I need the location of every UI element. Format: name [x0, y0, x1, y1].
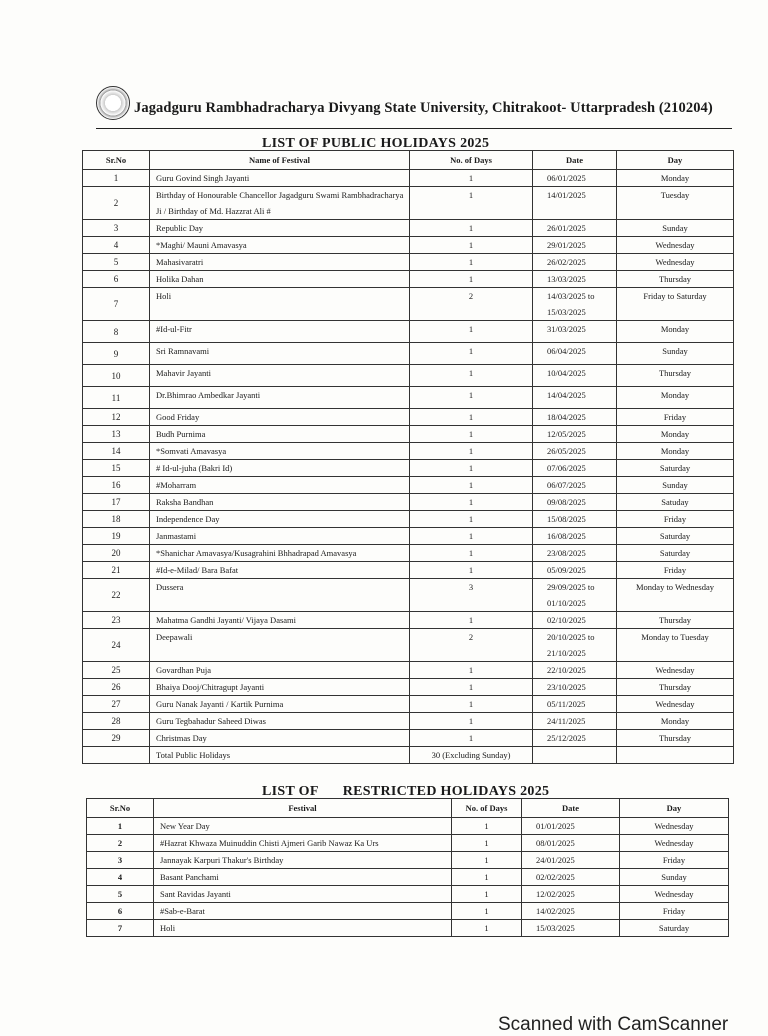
- date-cell: 24/11/2025: [533, 713, 617, 730]
- days-cell: 1: [410, 713, 533, 730]
- date-cell: 23/08/2025: [533, 545, 617, 562]
- sr-cell: 4: [87, 869, 154, 886]
- table-row: [83, 696, 734, 713]
- day-cell: Saturday: [617, 545, 734, 562]
- day-cell: Saturday: [620, 920, 729, 937]
- days-cell: 1: [410, 187, 533, 220]
- day-cell: Friday: [617, 511, 734, 528]
- date-cell: 12/05/2025: [533, 426, 617, 443]
- date-cell: 10/04/2025: [533, 365, 617, 387]
- festival-name-cell: Mahatma Gandhi Jayanti/ Vijaya Dasami: [150, 612, 410, 629]
- date-cell: 08/01/2025: [522, 835, 620, 852]
- col-header-days: No. of Days: [410, 151, 533, 170]
- festival-name-cell: Dr.Bhimrao Ambedkar Jayanti: [150, 387, 410, 409]
- date-cell: 24/01/2025: [522, 852, 620, 869]
- sr-cell: 20: [83, 545, 150, 562]
- sr-cell: 5: [83, 254, 150, 271]
- days-cell: 1: [410, 545, 533, 562]
- table-row: [83, 220, 734, 237]
- table-row: [83, 662, 734, 679]
- festival-name-cell: *Somvati Amavasya: [150, 443, 410, 460]
- col-header-name: Name of Festival: [150, 151, 410, 170]
- date-cell: 12/02/2025: [522, 886, 620, 903]
- sr-cell: 24: [83, 629, 150, 662]
- table-row: [83, 321, 734, 343]
- days-cell: 1: [410, 477, 533, 494]
- festival-name-cell: Govardhan Puja: [150, 662, 410, 679]
- col-header-days: No. of Days: [452, 799, 522, 818]
- table-row: [83, 426, 734, 443]
- sr-cell: 27: [83, 696, 150, 713]
- table-row: [87, 818, 729, 835]
- days-cell: 1: [452, 903, 522, 920]
- table-row: [83, 365, 734, 387]
- days-cell: 1: [410, 343, 533, 365]
- date-cell: 26/02/2025: [533, 254, 617, 271]
- date-cell: 09/08/2025: [533, 494, 617, 511]
- days-cell: 1: [452, 818, 522, 835]
- sr-cell: 19: [83, 528, 150, 545]
- header-rule: [96, 128, 732, 129]
- date-cell: 31/03/2025: [533, 321, 617, 343]
- day-cell: Saturday: [617, 460, 734, 477]
- sr-cell: 2: [83, 187, 150, 220]
- festival-name-cell: Guru Nanak Jayanti / Kartik Purnima: [150, 696, 410, 713]
- day-cell: Wednesday: [620, 886, 729, 903]
- days-cell: 1: [410, 220, 533, 237]
- days-cell: 3: [410, 579, 533, 612]
- date-cell: 15/03/2025: [522, 920, 620, 937]
- table-row: [83, 187, 734, 220]
- day-cell: Monday: [617, 713, 734, 730]
- sr-cell: 8: [83, 321, 150, 343]
- table-row: [83, 254, 734, 271]
- festival-name-cell: #Hazrat Khwaza Muinuddin Chisti Ajmeri Garib Nawaz Ka Urs: [154, 835, 452, 852]
- day-cell: Monday: [617, 443, 734, 460]
- days-cell: 2: [410, 629, 533, 662]
- sr-cell: 1: [87, 818, 154, 835]
- total-value: 30 (Excluding Sunday): [410, 747, 533, 764]
- table-row: [83, 477, 734, 494]
- day-cell: Friday: [617, 562, 734, 579]
- sr-cell: 22: [83, 579, 150, 612]
- sr-cell: 21: [83, 562, 150, 579]
- sr-cell: 5: [87, 886, 154, 903]
- days-cell: 1: [410, 271, 533, 288]
- day-cell: Thursday: [617, 612, 734, 629]
- day-cell: Sunday: [620, 869, 729, 886]
- day-cell: Monday: [617, 426, 734, 443]
- table-row: [83, 387, 734, 409]
- festival-name-cell: Independence Day: [150, 511, 410, 528]
- days-cell: 1: [410, 426, 533, 443]
- sr-cell: 6: [83, 271, 150, 288]
- sr-cell: 13: [83, 426, 150, 443]
- festival-name-cell: New Year Day: [154, 818, 452, 835]
- festival-name-cell: Guru Govind Singh Jayanti: [150, 170, 410, 187]
- date-cell: 18/04/2025: [533, 409, 617, 426]
- days-cell: 1: [410, 254, 533, 271]
- date-cell: 20/10/2025 to 21/10/2025: [533, 629, 617, 662]
- date-cell: 14/01/2025: [533, 187, 617, 220]
- date-cell: 16/08/2025: [533, 528, 617, 545]
- table-row: [83, 579, 734, 612]
- days-cell: 1: [410, 730, 533, 747]
- sr-cell: 16: [83, 477, 150, 494]
- table-row: [87, 835, 729, 852]
- festival-name-cell: Christmas Day: [150, 730, 410, 747]
- scanner-watermark: Scanned with CamScanner: [498, 1014, 729, 1035]
- day-cell: Thursday: [617, 271, 734, 288]
- sr-cell: 2: [87, 835, 154, 852]
- days-cell: 1: [410, 365, 533, 387]
- date-cell: 06/01/2025: [533, 170, 617, 187]
- table-row: [83, 730, 734, 747]
- days-cell: 1: [452, 869, 522, 886]
- festival-name-cell: #Moharram: [150, 477, 410, 494]
- day-cell: Thursday: [617, 679, 734, 696]
- table-row: [83, 629, 734, 662]
- day-cell: Monday: [617, 387, 734, 409]
- date-cell: 05/09/2025: [533, 562, 617, 579]
- days-cell: 1: [410, 696, 533, 713]
- festival-name-cell: #Id-e-Milad/ Bara Bafat: [150, 562, 410, 579]
- day-cell: Tuesday: [617, 187, 734, 220]
- date-cell: 05/11/2025: [533, 696, 617, 713]
- festival-name-cell: Sant Ravidas Jayanti: [154, 886, 452, 903]
- festival-name-cell: Holi: [154, 920, 452, 937]
- total-sr-cell: [83, 747, 150, 764]
- day-cell: Wednesday: [617, 254, 734, 271]
- festival-name-cell: Guru Tegbahadur Saheed Diwas: [150, 713, 410, 730]
- festival-name-cell: Jannayak Karpuri Thakur's Birthday: [154, 852, 452, 869]
- table-row: [83, 288, 734, 321]
- festival-name-cell: Raksha Bandhan: [150, 494, 410, 511]
- sr-cell: 29: [83, 730, 150, 747]
- table-row: [83, 494, 734, 511]
- col-header-day: Day: [617, 151, 734, 170]
- sr-cell: 18: [83, 511, 150, 528]
- date-cell: 29/09/2025 to 01/10/2025: [533, 579, 617, 612]
- sr-cell: 9: [83, 343, 150, 365]
- days-cell: 1: [410, 511, 533, 528]
- festival-name-cell: #Id-ul-Fitr: [150, 321, 410, 343]
- festival-name-cell: Holi: [150, 288, 410, 321]
- table-row: [83, 562, 734, 579]
- date-cell: 14/03/2025 to 15/03/2025: [533, 288, 617, 321]
- sr-cell: 11: [83, 387, 150, 409]
- table-row: [83, 460, 734, 477]
- date-cell: 23/10/2025: [533, 679, 617, 696]
- day-cell: Wednesday: [617, 237, 734, 254]
- table-row: [83, 528, 734, 545]
- sr-cell: 1: [83, 170, 150, 187]
- festival-name-cell: Janmastami: [150, 528, 410, 545]
- restricted-holidays-table: [86, 798, 729, 937]
- date-cell: 25/12/2025: [533, 730, 617, 747]
- table-row: [83, 343, 734, 365]
- festival-name-cell: Sri Ramnavami: [150, 343, 410, 365]
- festival-name-cell: # Id-ul-juha (Bakri Id): [150, 460, 410, 477]
- day-cell: Friday: [617, 409, 734, 426]
- table-row: [83, 612, 734, 629]
- table-row: [83, 170, 734, 187]
- sr-cell: 3: [87, 852, 154, 869]
- day-cell: Wednesday: [617, 696, 734, 713]
- date-cell: 02/10/2025: [533, 612, 617, 629]
- day-cell: Saturday: [617, 528, 734, 545]
- day-cell: Satuday: [617, 494, 734, 511]
- day-cell: Sunday: [617, 343, 734, 365]
- col-header-date: Date: [533, 151, 617, 170]
- table-row: [83, 545, 734, 562]
- festival-name-cell: Republic Day: [150, 220, 410, 237]
- table-header-row: [83, 151, 734, 170]
- total-day-cell: [617, 747, 734, 764]
- festival-name-cell: Budh Purnima: [150, 426, 410, 443]
- date-cell: 22/10/2025: [533, 662, 617, 679]
- university-logo-icon: [96, 86, 130, 120]
- day-cell: Friday: [620, 903, 729, 920]
- festival-name-cell: Dussera: [150, 579, 410, 612]
- days-cell: 1: [410, 612, 533, 629]
- day-cell: Monday: [617, 321, 734, 343]
- day-cell: Thursday: [617, 365, 734, 387]
- table-header-row: [87, 799, 729, 818]
- date-cell: 26/05/2025: [533, 443, 617, 460]
- day-cell: Wednesday: [620, 835, 729, 852]
- days-cell: 1: [410, 170, 533, 187]
- days-cell: 1: [410, 494, 533, 511]
- col-header-srno: Sr.No: [87, 799, 154, 818]
- sr-cell: 28: [83, 713, 150, 730]
- sr-cell: 15: [83, 460, 150, 477]
- table-row: [87, 903, 729, 920]
- table-row: [83, 271, 734, 288]
- table-row: [87, 852, 729, 869]
- day-cell: Wednesday: [617, 662, 734, 679]
- sr-cell: 17: [83, 494, 150, 511]
- festival-name-cell: Holika Dahan: [150, 271, 410, 288]
- sr-cell: 23: [83, 612, 150, 629]
- days-cell: 1: [410, 662, 533, 679]
- sr-cell: 12: [83, 409, 150, 426]
- days-cell: 1: [410, 443, 533, 460]
- festival-name-cell: Mahavir Jayanti: [150, 365, 410, 387]
- table-row: [83, 409, 734, 426]
- festival-name-cell: Deepawali: [150, 629, 410, 662]
- sr-cell: 7: [87, 920, 154, 937]
- date-cell: 06/07/2025: [533, 477, 617, 494]
- days-cell: 1: [452, 920, 522, 937]
- date-cell: 15/08/2025: [533, 511, 617, 528]
- table-row: [87, 869, 729, 886]
- days-cell: 1: [410, 321, 533, 343]
- days-cell: 1: [410, 387, 533, 409]
- total-row: [83, 747, 734, 764]
- festival-name-cell: Good Friday: [150, 409, 410, 426]
- day-cell: Friday to Saturday: [617, 288, 734, 321]
- day-cell: Wednesday: [620, 818, 729, 835]
- date-cell: 14/04/2025: [533, 387, 617, 409]
- date-cell: 29/01/2025: [533, 237, 617, 254]
- col-header-date: Date: [522, 799, 620, 818]
- date-cell: 01/01/2025: [522, 818, 620, 835]
- festival-name-cell: #Sab-e-Barat: [154, 903, 452, 920]
- festival-name-cell: Bhaiya Dooj/Chitragupt Jayanti: [150, 679, 410, 696]
- days-cell: 1: [452, 835, 522, 852]
- table-row: [83, 443, 734, 460]
- table-row: [83, 511, 734, 528]
- days-cell: 1: [410, 679, 533, 696]
- sr-cell: 6: [87, 903, 154, 920]
- sr-cell: 4: [83, 237, 150, 254]
- table-row: [83, 679, 734, 696]
- table-row: [87, 920, 729, 937]
- day-cell: Monday to Tuesday: [617, 629, 734, 662]
- day-cell: Monday: [617, 170, 734, 187]
- days-cell: 2: [410, 288, 533, 321]
- festival-name-cell: Basant Panchami: [154, 869, 452, 886]
- letterhead: [96, 86, 736, 132]
- sr-cell: 14: [83, 443, 150, 460]
- sr-cell: 7: [83, 288, 150, 321]
- table-row: [83, 713, 734, 730]
- days-cell: 1: [410, 237, 533, 254]
- sr-cell: 3: [83, 220, 150, 237]
- day-cell: Thursday: [617, 730, 734, 747]
- total-date-cell: [533, 747, 617, 764]
- days-cell: 1: [452, 886, 522, 903]
- days-cell: 1: [452, 852, 522, 869]
- sr-cell: 26: [83, 679, 150, 696]
- days-cell: 1: [410, 409, 533, 426]
- date-cell: 13/03/2025: [533, 271, 617, 288]
- festival-name-cell: *Shanichar Amavasya/Kusagrahini Bhhadrapad Amavasya: [150, 545, 410, 562]
- restricted-title-part1: LIST OF: [262, 784, 319, 799]
- restricted-title-part2: RESTRICTED HOLIDAYS 2025: [342, 784, 550, 799]
- days-cell: 1: [410, 460, 533, 477]
- total-label: Total Public Holidays: [150, 747, 410, 764]
- public-holidays-title: LIST OF PUBLIC HOLIDAYS 2025: [262, 136, 490, 151]
- sr-cell: 10: [83, 365, 150, 387]
- table-row: [87, 886, 729, 903]
- university-name: Jagadguru Rambhadracharya Divyang State University, Chitrakoot- Uttarpradesh (210204): [134, 100, 713, 116]
- date-cell: 26/01/2025: [533, 220, 617, 237]
- col-header-festival: Festival: [154, 799, 452, 818]
- day-cell: Sunday: [617, 477, 734, 494]
- date-cell: 07/06/2025: [533, 460, 617, 477]
- festival-name-cell: *Maghi/ Mauni Amavasya: [150, 237, 410, 254]
- festival-name-cell: Mahasivaratri: [150, 254, 410, 271]
- days-cell: 1: [410, 562, 533, 579]
- table-row: [83, 237, 734, 254]
- public-holidays-table: [82, 150, 734, 764]
- col-header-day: Day: [620, 799, 729, 818]
- sr-cell: 25: [83, 662, 150, 679]
- days-cell: 1: [410, 528, 533, 545]
- col-header-srno: Sr.No: [83, 151, 150, 170]
- day-cell: Monday to Wednesday: [617, 579, 734, 612]
- day-cell: Friday: [620, 852, 729, 869]
- date-cell: 06/04/2025: [533, 343, 617, 365]
- festival-name-cell: Birthday of Honourable Chancellor Jagadguru Swami Rambhadracharya Ji / Birthday of Md. Hazzrat Ali #: [150, 187, 410, 220]
- date-cell: 14/02/2025: [522, 903, 620, 920]
- day-cell: Sunday: [617, 220, 734, 237]
- date-cell: 02/02/2025: [522, 869, 620, 886]
